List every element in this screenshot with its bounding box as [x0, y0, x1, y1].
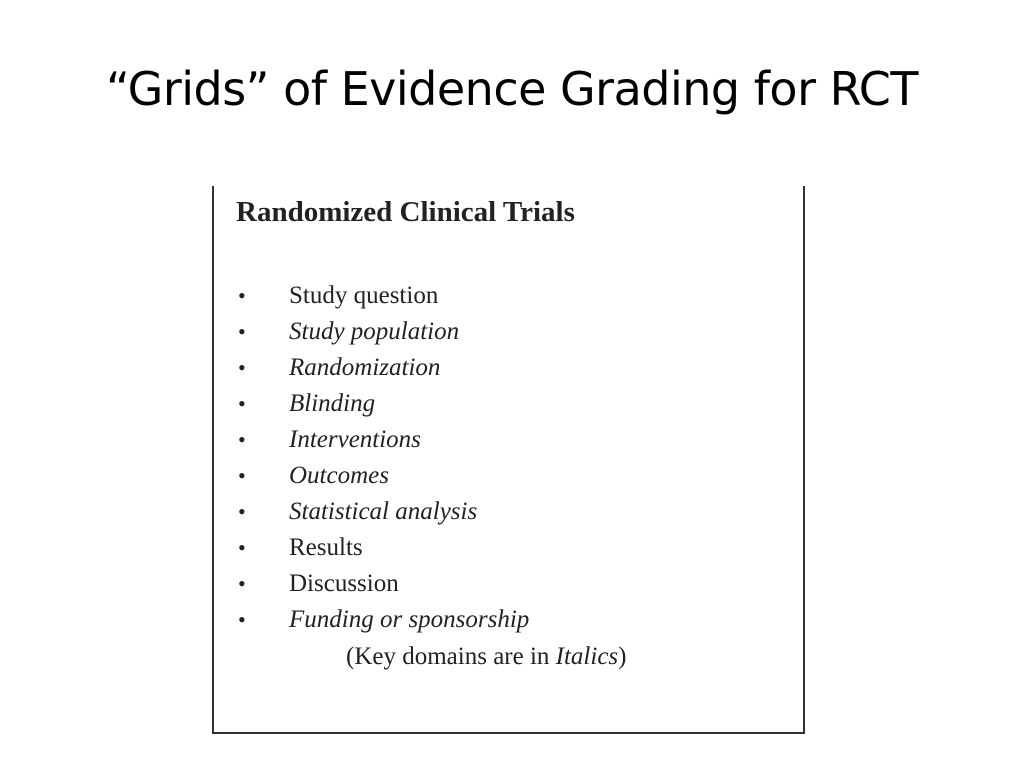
rct-grid-figure: [212, 186, 805, 734]
note-italic-word: Italics: [555, 643, 619, 670]
domain-label: Statistical analysis: [289, 498, 478, 525]
domain-label: Funding or sponsorship: [289, 606, 530, 633]
bullet-icon: •: [238, 607, 246, 632]
bullet-icon: •: [238, 427, 246, 452]
note-prefix: (Key domains are in: [346, 643, 556, 670]
key-domains-note: [346, 639, 626, 675]
domain-label: Blinding: [289, 390, 376, 417]
bullet-icon: •: [238, 499, 246, 524]
slide-title: “Grids” of Evidence Grading for RCT: [105, 62, 918, 116]
bullet-icon: •: [238, 463, 246, 488]
domain-label: Outcomes: [289, 462, 389, 489]
figure-heading: Randomized Clinical Trials: [236, 196, 575, 228]
bullet-icon: •: [238, 319, 246, 344]
bullet-icon: •: [238, 283, 246, 308]
domain-label: Discussion: [289, 570, 399, 597]
bullet-icon: •: [238, 571, 246, 596]
domain-label: Randomization: [289, 354, 441, 381]
bullet-icon: •: [238, 535, 246, 560]
bullet-icon: •: [238, 355, 246, 380]
note-suffix: ): [618, 643, 627, 670]
domain-label: Results: [289, 534, 363, 561]
bullet-icon: •: [238, 391, 246, 416]
domain-label: Interventions: [289, 426, 421, 453]
domain-label: Study question: [289, 282, 439, 309]
domain-label: Study population: [289, 318, 460, 345]
